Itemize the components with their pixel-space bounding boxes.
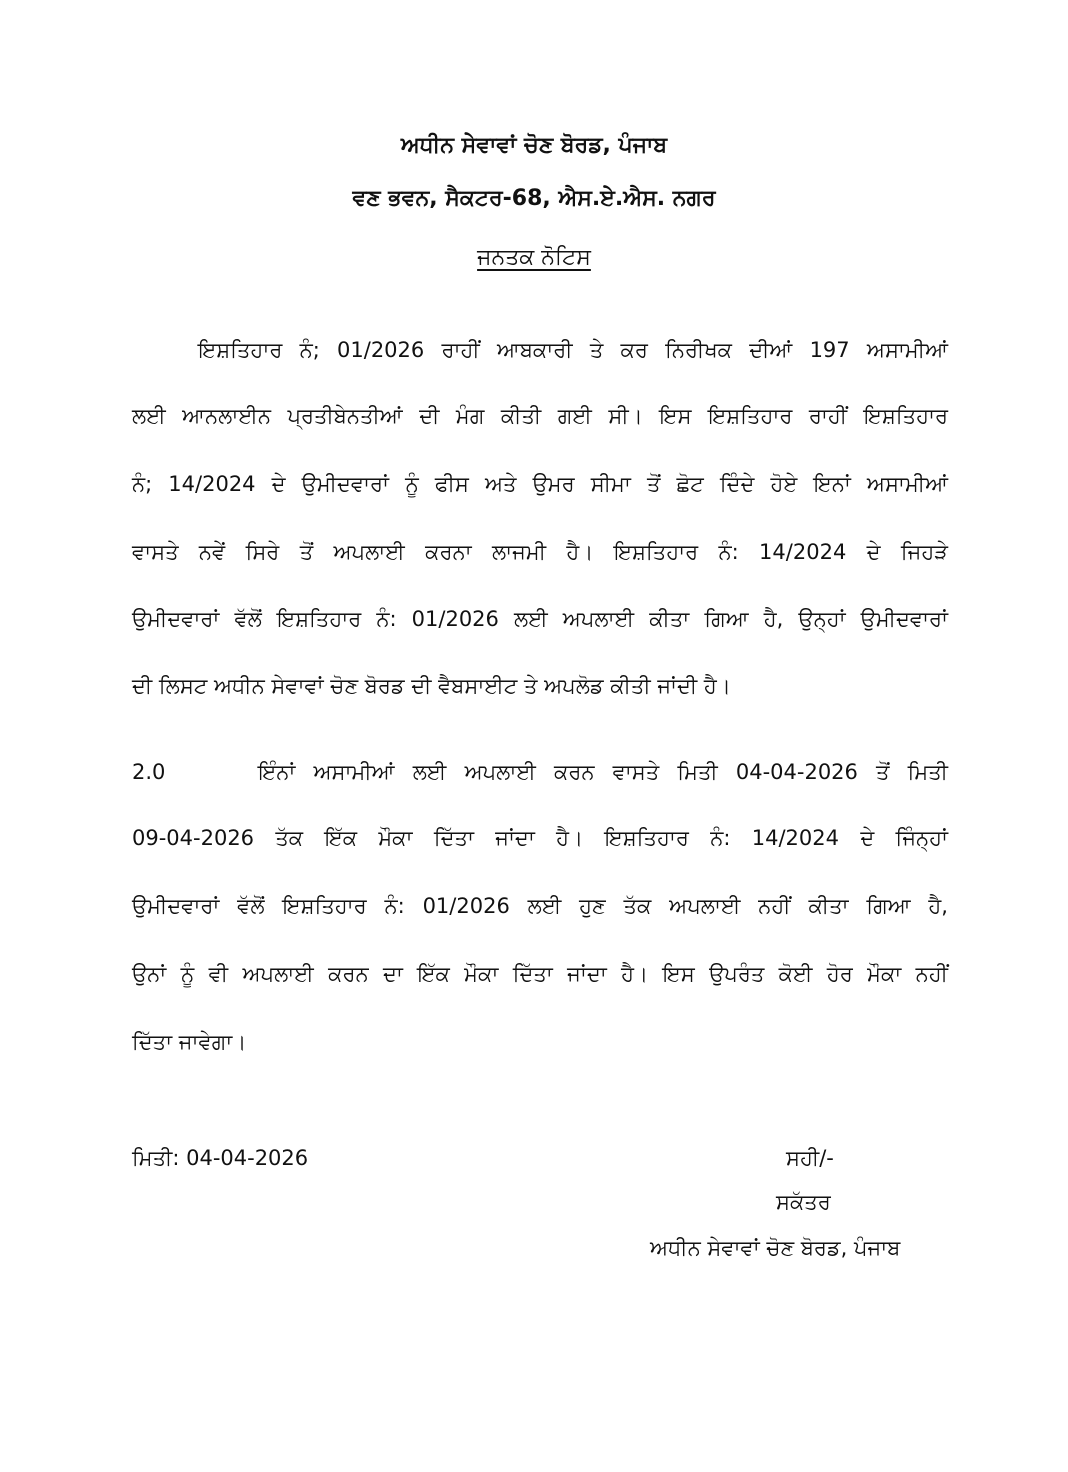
notice-title-text: ਜਨਤਕ ਨੋਟਿਸ bbox=[477, 245, 591, 270]
organization-heading: ਅਧੀਨ ਸੇਵਾਵਾਂ ਚੋਣ ਬੋਰਡ, ਪੰਜਾਬ bbox=[400, 133, 668, 158]
para1-line-6: ਦੀ ਲਿਸਟ ਅਧੀਨ ਸੇਵਾਵਾਂ ਚੋਣ ਬੋਰਡ ਦੀ ਵੈਬਸਾਈਟ ਤੇ ਅਪਲੋਡ ਕੀਤੀ ਜਾਂਦੀ ਹੈ। bbox=[132, 674, 731, 698]
para2-number: 2.0 bbox=[132, 760, 166, 784]
para2-line-2: 09-04-2026 ਤੱਕ ਇੱਕ ਮੌਕਾ ਦਿੱਤਾ ਜਾਂਦਾ ਹੈ। ਇਸ਼ਤਿਹਾਰ ਨੰ: 14/2024 ਦੇ ਜਿੰਨ੍ਹਾਂ bbox=[132, 826, 948, 850]
signature-mark: ਸਹੀ/- bbox=[786, 1146, 834, 1170]
para1-line-3: ਨੰ; 14/2024 ਦੇ ਉਮੀਦਵਾਰਾਂ ਨੂੰ ਫੀਸ ਅਤੇ ਉਮਰ ਸੀਮਾ ਤੋਂ ਛੋਟ ਦਿੰਦੇ ਹੋਏ ਇਨਾਂ ਅਸਾਮੀਆਂ bbox=[132, 472, 948, 496]
para1-line-2: ਲਈ ਆਨਲਾਈਨ ਪ੍ਰਤੀਬੇਨਤੀਆਂ ਦੀ ਮੰਗ ਕੀਤੀ ਗਈ ਸੀ। ਇਸ ਇਸ਼ਤਿਹਾਰ ਰਾਹੀਂ ਇਸ਼ਤਿਹਾਰ bbox=[132, 404, 948, 428]
para2-line-3: ਉਮੀਦਵਾਰਾਂ ਵੱਲੋਂ ਇਸ਼ਤਿਹਾਰ ਨੰ: 01/2026 ਲਈ ਹੁਣ ਤੱਕ ਅਪਲਾਈ ਨਹੀਂ ਕੀਤਾ ਗਿਆ ਹੈ, bbox=[132, 894, 948, 918]
signatory-designation: ਸਕੱਤਰ bbox=[776, 1190, 831, 1214]
address-heading: ਵਣ ਭਵਨ, ਸੈਕਟਰ-68, ਐਸ.ਏ.ਐਸ. ਨਗਰ bbox=[352, 186, 716, 211]
para2-line-4: ਉਨਾਂ ਨੂੰ ਵੀ ਅਪਲਾਈ ਕਰਨ ਦਾ ਇੱਕ ਮੌਕਾ ਦਿੱਤਾ ਜਾਂਦਾ ਹੈ। ਇਸ ਉਪਰੰਤ ਕੋਈ ਹੋਰ ਮੌਕਾ ਨਹੀਂ bbox=[132, 962, 948, 986]
para1-line-5: ਉਮੀਦਵਾਰਾਂ ਵੱਲੋਂ ਇਸ਼ਤਿਹਾਰ ਨੰ: 01/2026 ਲਈ ਅਪਲਾਈ ਕੀਤਾ ਗਿਆ ਹੈ, ਉਨ੍ਹਾਂ ਉਮੀਦਵਾਰਾਂ bbox=[132, 607, 948, 631]
para1-line-1: ਇਸ਼ਤਿਹਾਰ ਨੰ; 01/2026 ਰਾਹੀਂ ਆਬਕਾਰੀ ਤੇ ਕਰ ਨਿਰੀਖਕ ਦੀਆਂ 197 ਅਸਾਮੀਆਂ bbox=[198, 338, 948, 362]
para1-line-4: ਵਾਸਤੇ ਨਵੇਂ ਸਿਰੇ ਤੋਂ ਅਪਲਾਈ ਕਰਨਾ ਲਾਜਮੀ ਹੈ। ਇਸ਼ਤਿਹਾਰ ਨੰ: 14/2024 ਦੇ ਜਿਹੜੇ bbox=[132, 540, 948, 564]
para2-line-1: ਇੰਨਾਂ ਅਸਾਮੀਆਂ ਲਈ ਅਪਲਾਈ ਕਰਨ ਵਾਸਤੇ ਮਿਤੀ 04-04-2026 ਤੋਂ ਮਿਤੀ bbox=[258, 760, 948, 784]
para2-line-5: ਦਿੱਤਾ ਜਾਵੇਗਾ। bbox=[132, 1030, 247, 1054]
signatory-organization: ਅਧੀਨ ਸੇਵਾਵਾਂ ਚੋਣ ਬੋਰਡ, ਪੰਜਾਬ bbox=[650, 1236, 901, 1260]
notice-date: ਮਿਤੀ: 04-04-2026 bbox=[132, 1146, 309, 1170]
notice-title bbox=[0, 245, 1068, 270]
